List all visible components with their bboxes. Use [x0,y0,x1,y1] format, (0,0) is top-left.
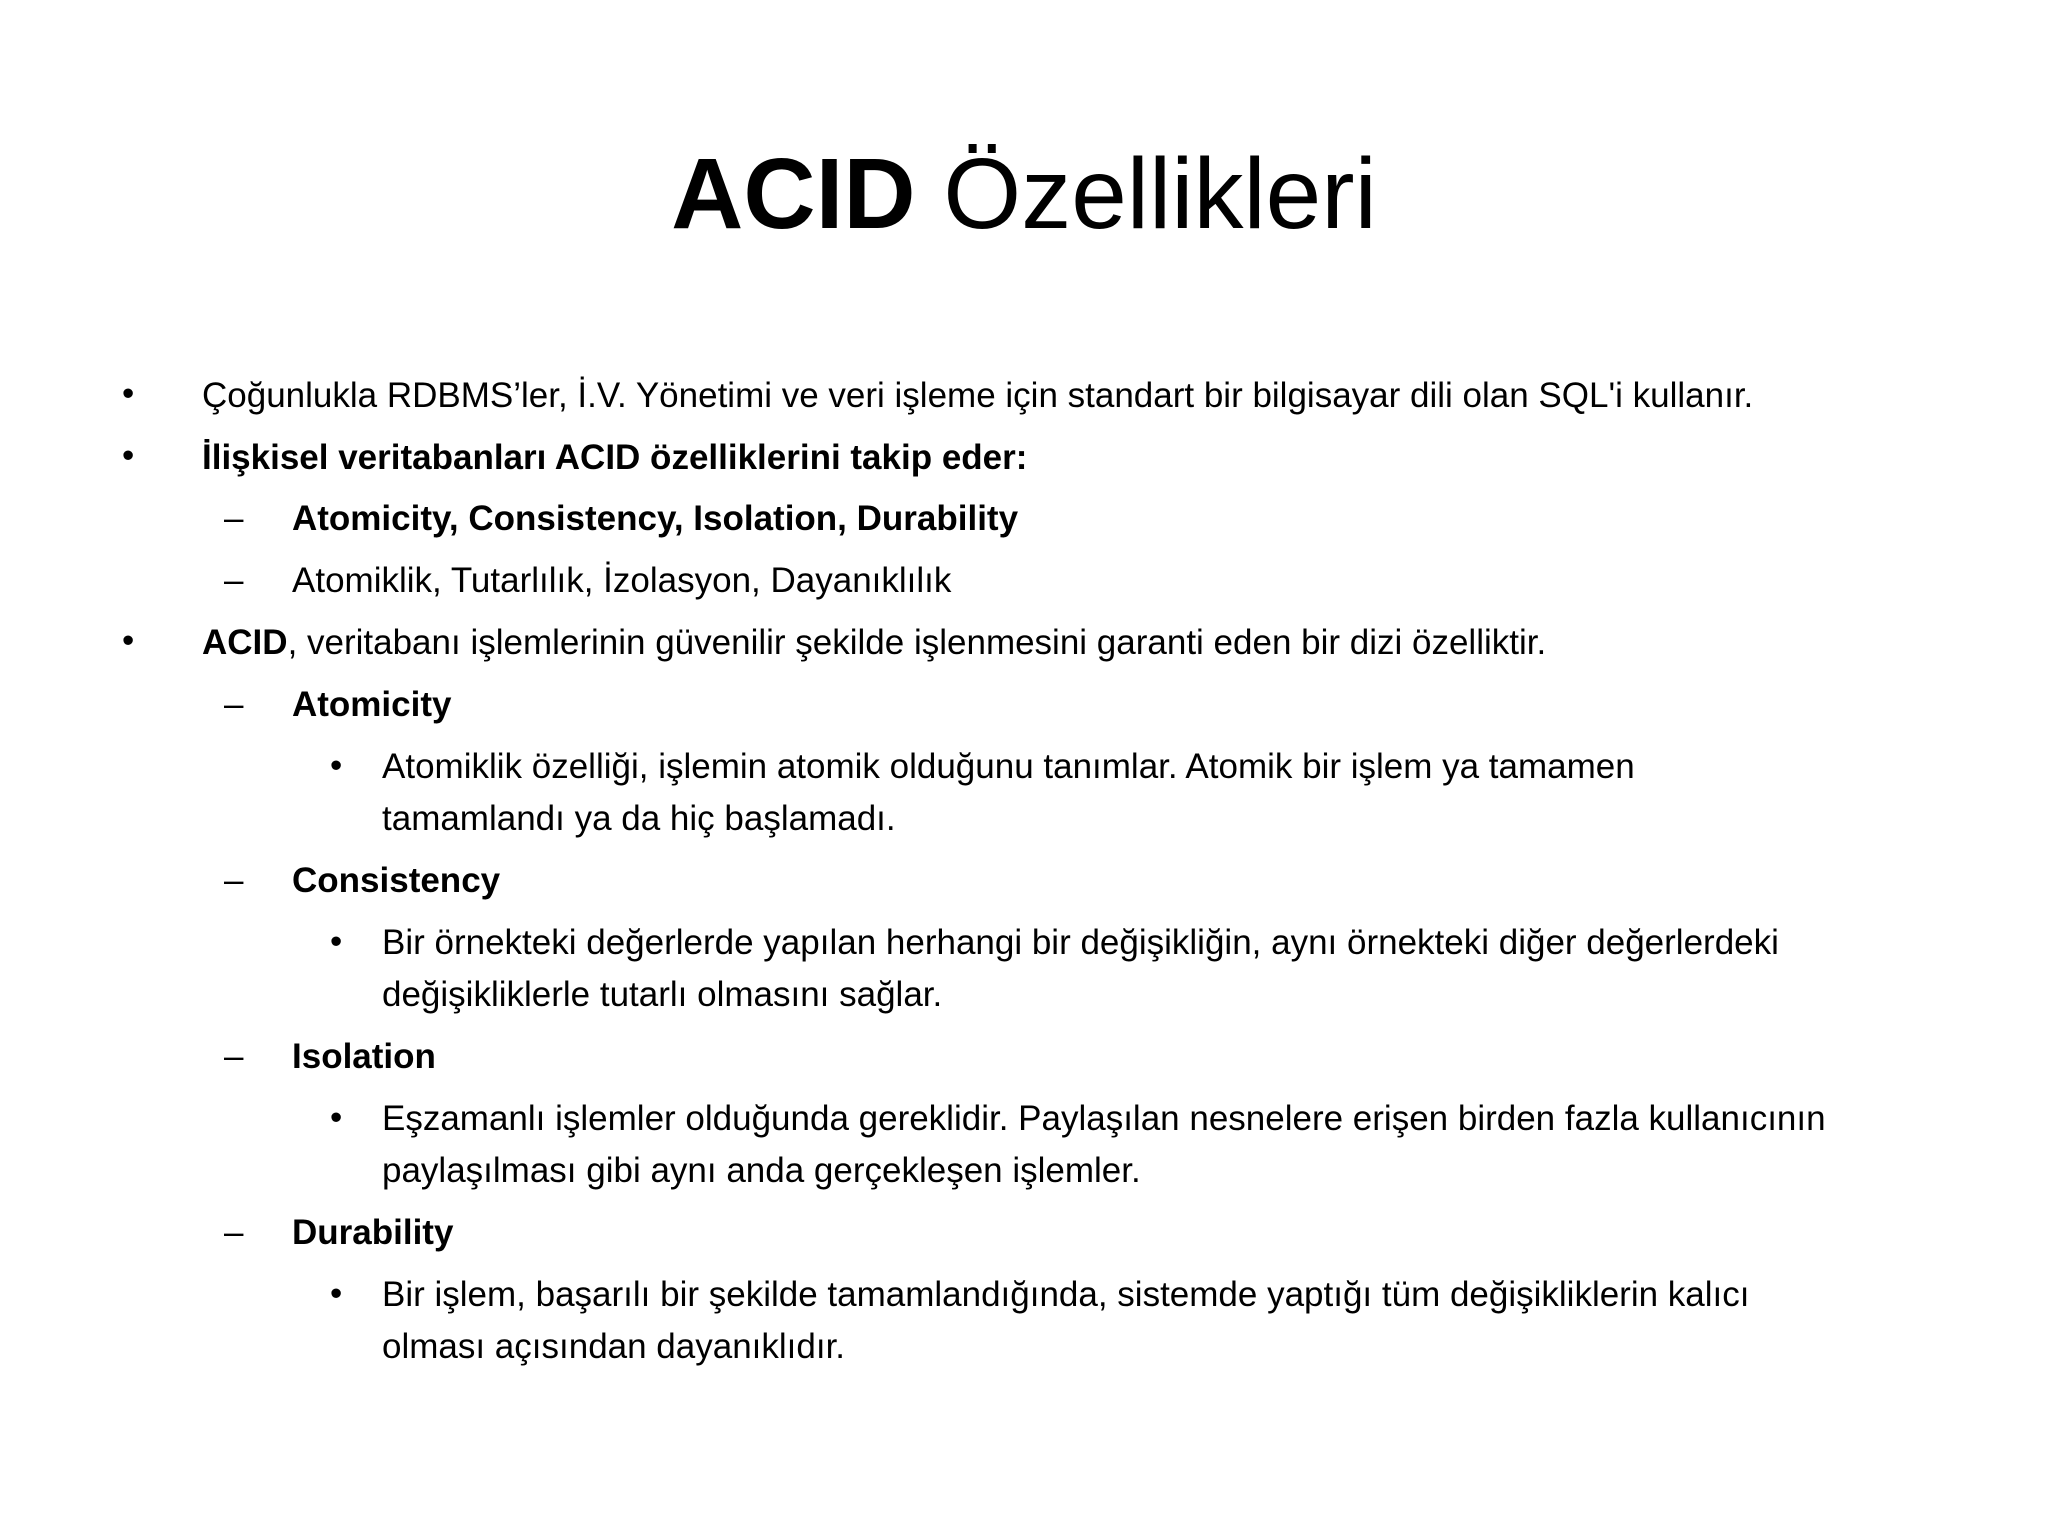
acid-bold: ACID [202,623,288,662]
bullet-icon: • [330,1098,343,1137]
bullet-icon: • [330,922,343,961]
acid-definition-text: , veritabanı işlemlerinin güvenilir şekilde işlenmesini garanti eden bir dizi özelliktir. [287,623,1547,662]
dash-icon: – [224,1037,244,1076]
sub-acid-turkish: Atomiklik, Tutarlılık, İzolasyon, Dayanıklılık [292,561,952,600]
bullet-rdbms: Çoğunlukla RDBMS’ler, İ.V. Yönetimi ve veri işleme için standart bir bilgisayar dili olan SQL'i kullanır. [202,376,1754,415]
title-bold: ACID [671,138,916,250]
bullet-icon: • [330,746,343,785]
atomicity-desc-line2: tamamlandı ya da hiç başlamadı. [382,799,896,838]
bullet-icon: • [330,1274,343,1313]
bullet-acid-definition [202,617,1546,669]
bullet-icon: • [122,436,135,475]
dash-icon: – [224,861,244,900]
bullet-icon: • [122,374,135,413]
dash-icon: – [224,499,244,538]
dash-icon: – [224,1213,244,1252]
durability-heading: Durability [292,1213,454,1252]
atomicity-heading: Atomicity [292,685,452,724]
isolation-desc-line1: Eşzamanlı işlemler olduğunda gereklidir. Paylaşılan nesnelere erişen birden fazla kullanıcının [382,1099,1826,1138]
consistency-desc-line1: Bir örnekteki değerlerde yapılan herhangi bir değişikliğin, aynı örnekteki diğer değerlerdeki [382,923,1779,962]
durability-desc-line2: olması açısından dayanıklıdır. [382,1327,846,1366]
atomicity-desc-line1: Atomiklik özelliği, işlemin atomik olduğunu tanımlar. Atomik bir işlem ya tamamen [382,747,1635,786]
sub-acid-english: Atomicity, Consistency, Isolation, Durability [292,499,1019,538]
durability-desc-line1: Bir işlem, başarılı bir şekilde tamamlandığında, sistemde yaptığı tüm değişikliklerin kalıcı [382,1275,1750,1314]
dash-icon: – [224,561,244,600]
isolation-desc-line2: paylaşılması gibi aynı anda gerçekleşen işlemler. [382,1151,1141,1190]
bullet-icon: • [122,621,135,660]
isolation-heading: Isolation [292,1037,436,1076]
dash-icon: – [224,685,244,724]
title-rest: Özellikleri [943,138,1377,250]
consistency-heading: Consistency [292,861,501,900]
slide-title [0,128,2048,260]
bullet-acid-follow: İlişkisel veritabanları ACID özelliklerini takip eder: [202,438,1028,477]
consistency-desc-line2: değişikliklerle tutarlı olmasını sağlar. [382,975,943,1014]
